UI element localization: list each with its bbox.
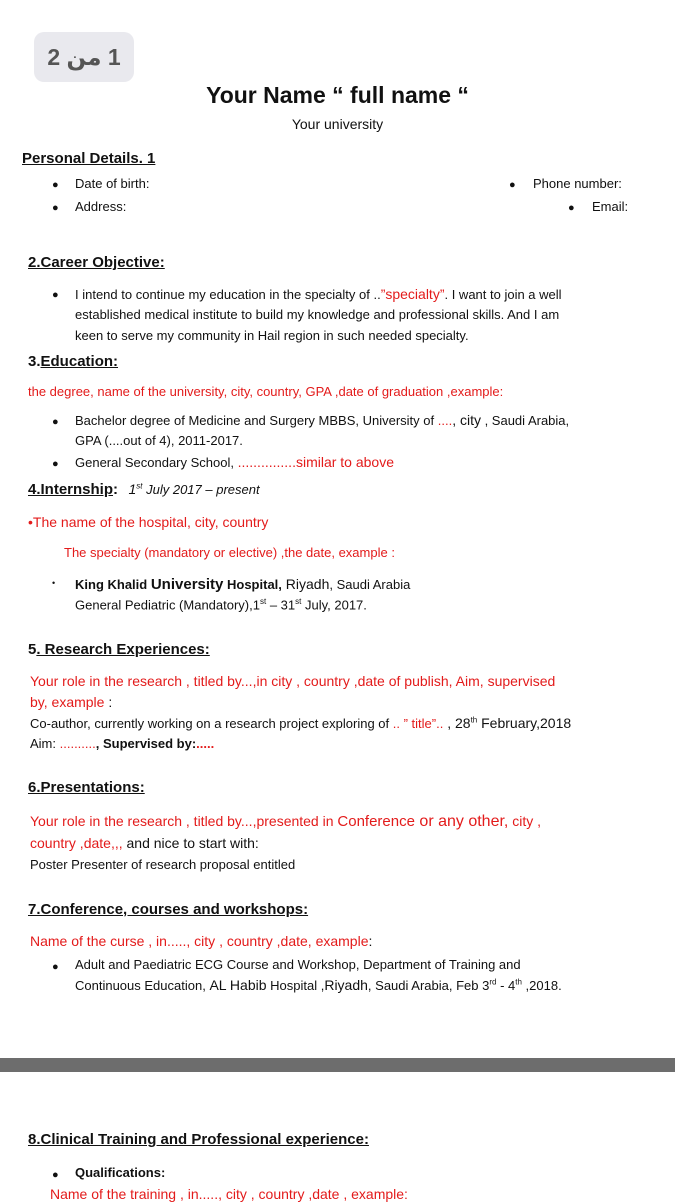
internship-guide-1: •The name of the hospital, city, country — [28, 514, 269, 530]
address-label: Address: — [75, 199, 127, 214]
qualifications-label: Qualifications: — [75, 1165, 166, 1180]
bullet-icon: ● — [52, 289, 59, 301]
bullet-icon: ● — [52, 179, 59, 191]
bullet-icon: ● — [52, 458, 59, 470]
presentations-line: Poster Presenter of research proposal entitled — [30, 857, 296, 872]
resume-university: Your university — [291, 116, 384, 132]
clinical-training-heading: 8.Clinical Training and Professional experience: — [28, 1131, 369, 1148]
bullet-icon: ● — [52, 416, 59, 428]
research-line-1: Co-author, currently working on a research project exploring of .. ” title”.. , 28th February,2018 — [30, 715, 572, 731]
bullet-icon: ● — [52, 202, 59, 214]
conference-guide: Name of the curse , in....., city , country ,date, example: — [30, 933, 373, 949]
page-divider — [0, 1058, 675, 1072]
resume-name: Your Name “ full name “ — [206, 82, 469, 108]
page-counter-badge: 1 من 2 — [34, 32, 134, 82]
phone-number-label: Phone number: — [533, 176, 622, 191]
career-objective-line-2: established medical institute to build my knowledge and professional skills. And I am — [75, 307, 560, 322]
internship-guide-2: The specialty (mandatory or elective) ,the date, example : — [64, 545, 395, 560]
internship-item-line-2: General Pediatric (Mandatory),1st – 31st July, 2017. — [75, 597, 367, 613]
education-item-2: General Secondary School, ...............similar to above — [75, 454, 394, 470]
education-item-1-line-2: GPA (....out of 4), 2011-2017. — [75, 433, 243, 448]
date-of-birth-label: Date of birth: — [75, 176, 150, 191]
research-line-2: Aim: .........., Supervised by:..... — [30, 736, 215, 751]
presentations-guide-2: country ,date,,, and nice to start with: — [30, 835, 259, 851]
education-item-1: Bachelor degree of Medicine and Surgery MBBS, University of ...., city , Saudi Arabia, — [75, 412, 570, 428]
education-guide: the degree, name of the university, city, country, GPA ,date of graduation ,example: — [28, 384, 504, 399]
career-objective-line-3: keen to serve my community in Hail region in such needed specialty. — [75, 328, 469, 343]
career-objective-line-1: I intend to continue my education in the specialty of ..”specialty”. I want to join a well — [75, 286, 562, 302]
email-label: Email: — [592, 199, 629, 214]
personal-details-heading: Personal Details. 1 — [22, 150, 156, 167]
bullet-icon: ● — [568, 202, 575, 214]
conference-item-line-2: Continuous Education, AL Habib Hospital ,Riyadh, Saudi Arabia, Feb 3rd - 4th ,2018. — [75, 977, 562, 993]
conference-item-line-1: Adult and Paediatric ECG Course and Workshop, Department of Training and — [75, 957, 521, 972]
education-heading: 3.Education: — [28, 353, 119, 370]
presentations-guide-1: Your role in the research , titled by...,presented in Conference or any other, city , — [30, 813, 542, 830]
internship-heading: 4.Internship: 1st July 2017 – present — [28, 481, 260, 498]
conference-heading: 7.Conference, courses and workshops: — [28, 901, 309, 918]
bullet-icon: • — [52, 578, 56, 588]
research-heading: 5. Research Experiences: — [28, 641, 210, 658]
research-guide-2: by, example : — [30, 694, 113, 710]
career-objective-heading: 2.Career Objective: — [28, 254, 165, 271]
presentations-heading: 6.Presentations: — [28, 779, 145, 796]
clinical-guide: Name of the training , in....., city , country ,date , example: — [50, 1186, 408, 1202]
internship-item-line-1: King Khalid University Hospital, Riyadh, Saudi Arabia — [75, 576, 411, 593]
bullet-icon: ● — [52, 961, 59, 973]
bullet-icon: ● — [509, 179, 516, 191]
bullet-icon: ● — [52, 1169, 59, 1181]
research-guide-1: Your role in the research , titled by...,in city , country ,date of publish, Aim, supervised — [30, 673, 556, 689]
